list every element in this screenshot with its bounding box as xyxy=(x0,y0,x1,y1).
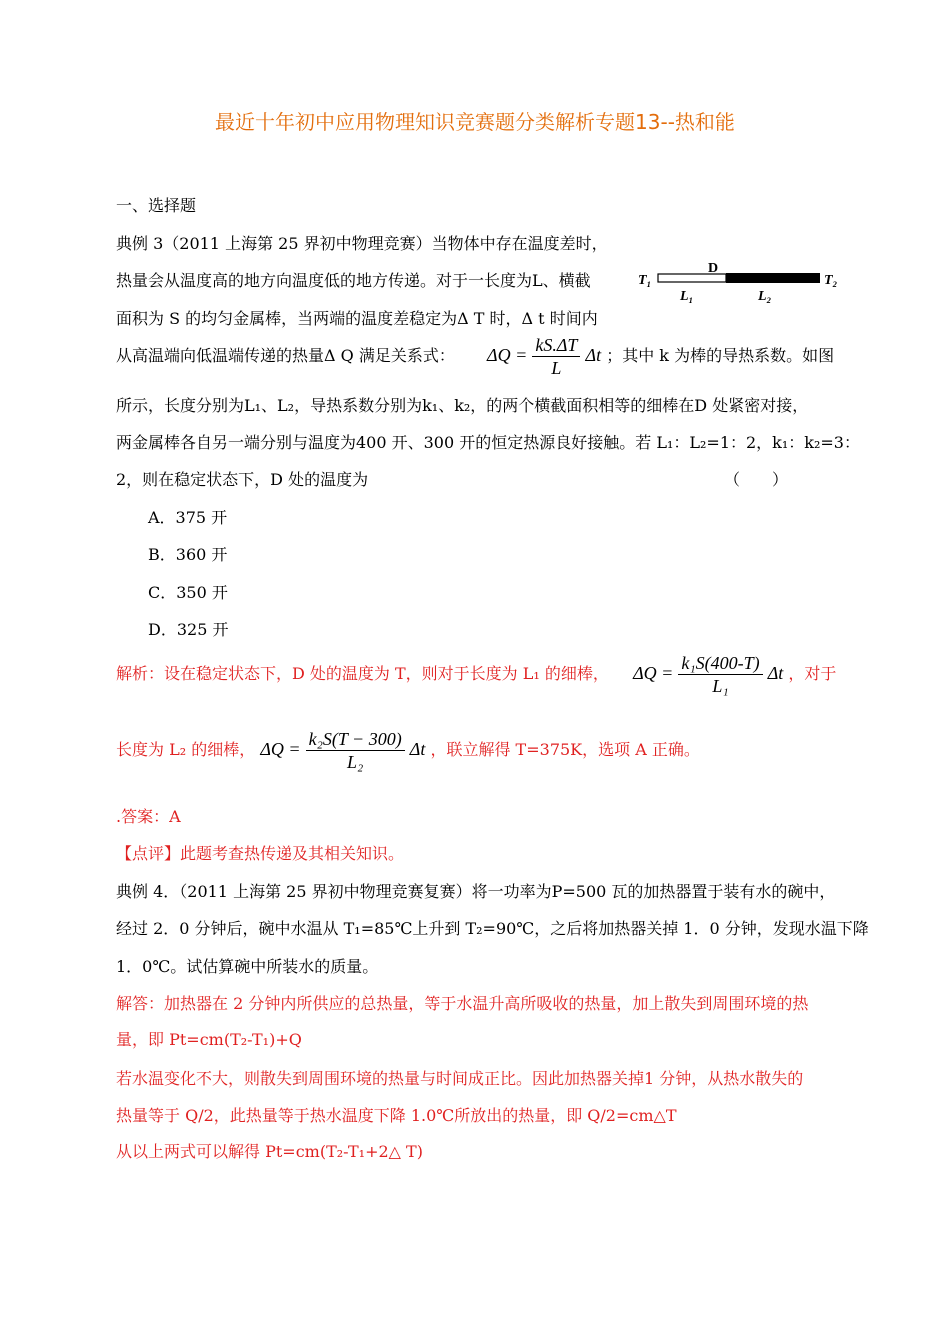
solution-line-2: 量，即 Pt=cm(T₂-T₁)+Q xyxy=(116,1030,302,1049)
q3-line-1: 典例 3（2011 上海第 25 界初中物理竞赛）当物体中存在温度差时， xyxy=(116,234,608,253)
analysis-f1-rhs: Δt xyxy=(767,663,784,683)
rod-diagram xyxy=(634,258,844,308)
q3-line-3: 面积为 S 的均匀金属棒，当两端的温度差稳定为Δ T 时，Δ t 时间内 xyxy=(116,309,598,328)
analysis-pre-1: 解析：设在稳定状态下，D 处的温度为 T，则对于长度为 L₁ 的细棒， xyxy=(116,664,609,683)
answer-bracket: （ ） xyxy=(724,470,789,489)
analysis-f1-lhs: ΔQ = xyxy=(633,663,674,683)
analysis-post-1: ，对于 xyxy=(788,664,837,683)
analysis-post-2: ，联立解得 T=375K，选项 A 正确。 xyxy=(430,740,700,759)
page-title: 最近十年初中应用物理知识竞赛题分类解析专题13--热和能 xyxy=(215,110,735,134)
rod-l2 xyxy=(726,273,820,283)
analysis-f1-denominator: L₁ xyxy=(712,676,729,696)
q3-line-6: 两金属棒各自另一端分别与温度为400 开、300 开的恒定热源良好接触。若 L₁：L₂=1：2，k₁：k₂=3： xyxy=(116,433,860,452)
q4-line-2: 经过 2．0 分钟后，碗中水温从 T₁=85℃上升到 T₂=90℃，之后将加热器关掉 1．0 分钟，发现水温下降 xyxy=(116,919,869,938)
q4-line-3: 1．0℃。试估算碗中所装水的质量。 xyxy=(116,957,379,976)
rod-diagram-svg xyxy=(634,258,844,308)
analysis-f2-numerator: k₂S(T − 300) xyxy=(306,728,405,751)
label-l2: L₂ xyxy=(758,289,772,304)
label-t2: T₂ xyxy=(824,273,838,288)
solution-line-1: 解答：加热器在 2 分钟内所供应的总热量，等于水温升高所吸收的热量，加上散失到周围环境的热 xyxy=(116,994,809,1013)
solution-line-3: 若水温变化不大，则散失到周围环境的热量与时间成正比。因此加热器关掉1 分钟，从热水散失的 xyxy=(116,1069,804,1088)
label-l1: L₁ xyxy=(680,289,694,304)
analysis-line-1 xyxy=(116,652,836,697)
q3-line-7: 2，则在稳定状态下，D 处的温度为 xyxy=(116,470,369,489)
option-d: D．325 开 xyxy=(148,620,229,639)
option-b: B．360 开 xyxy=(148,545,228,564)
analysis-line-2 xyxy=(116,728,700,773)
q3-formula-lhs: ΔQ = xyxy=(487,345,528,365)
q3-formula-line xyxy=(116,334,834,379)
q3-line-2: 热量会从温度高的地方向温度低的地方传递。对于一长度为L、横截 xyxy=(116,271,591,290)
q3-formula-denominator: L xyxy=(551,358,562,378)
q3-line-5: 所示，长度分别为L₁、L₂，导热系数分别为k₁、k₂，的两个横截面积相等的细棒在D 处紧密对接， xyxy=(116,396,809,415)
analysis-f1-fraction xyxy=(678,652,762,697)
label-d: D xyxy=(708,261,719,276)
analysis-f2-denominator: L₂ xyxy=(347,752,364,772)
option-c: C．350 开 xyxy=(148,583,228,602)
comment-line: 【点评】此题考查热传递及其相关知识。 xyxy=(116,844,405,863)
solution-line-4: 热量等于 Q/2，此热量等于热水温度下降 1.0℃所放出的热量，即 Q/2=cm△T xyxy=(116,1106,677,1125)
answer-line: .答案：A xyxy=(116,807,181,826)
q3-formula-post: ；其中 k 为棒的导热系数。如图 xyxy=(606,346,835,365)
q3-formula-fraction xyxy=(532,334,580,379)
analysis-pre-2: 长度为 L₂ 的细棒， xyxy=(116,740,256,759)
analysis-f2-lhs: ΔQ = xyxy=(260,739,301,759)
q3-formula-rhs: Δt xyxy=(585,345,602,365)
solution-line-5: 从以上两式可以解得 Pt=cm(T₂-T₁+2△ T) xyxy=(116,1142,423,1161)
q4-line-1: 典例 4．（2011 上海第 25 界初中物理竞赛复赛）将一功率为P=500 瓦的加热器置于装有水的碗中， xyxy=(116,882,836,901)
label-t1: T₁ xyxy=(638,273,652,288)
analysis-f1-numerator: k₁S(400-T) xyxy=(678,652,762,675)
q3-formula-pre: 从高温端向低温端传递的热量Δ Q 满足关系式： xyxy=(116,346,455,365)
analysis-f2-fraction xyxy=(306,728,405,773)
section-heading: 一、选择题 xyxy=(116,196,197,215)
analysis-f2-rhs: Δt xyxy=(409,739,426,759)
option-a: A．375 开 xyxy=(148,508,228,527)
q3-formula-numerator: kS.ΔT xyxy=(532,334,580,357)
